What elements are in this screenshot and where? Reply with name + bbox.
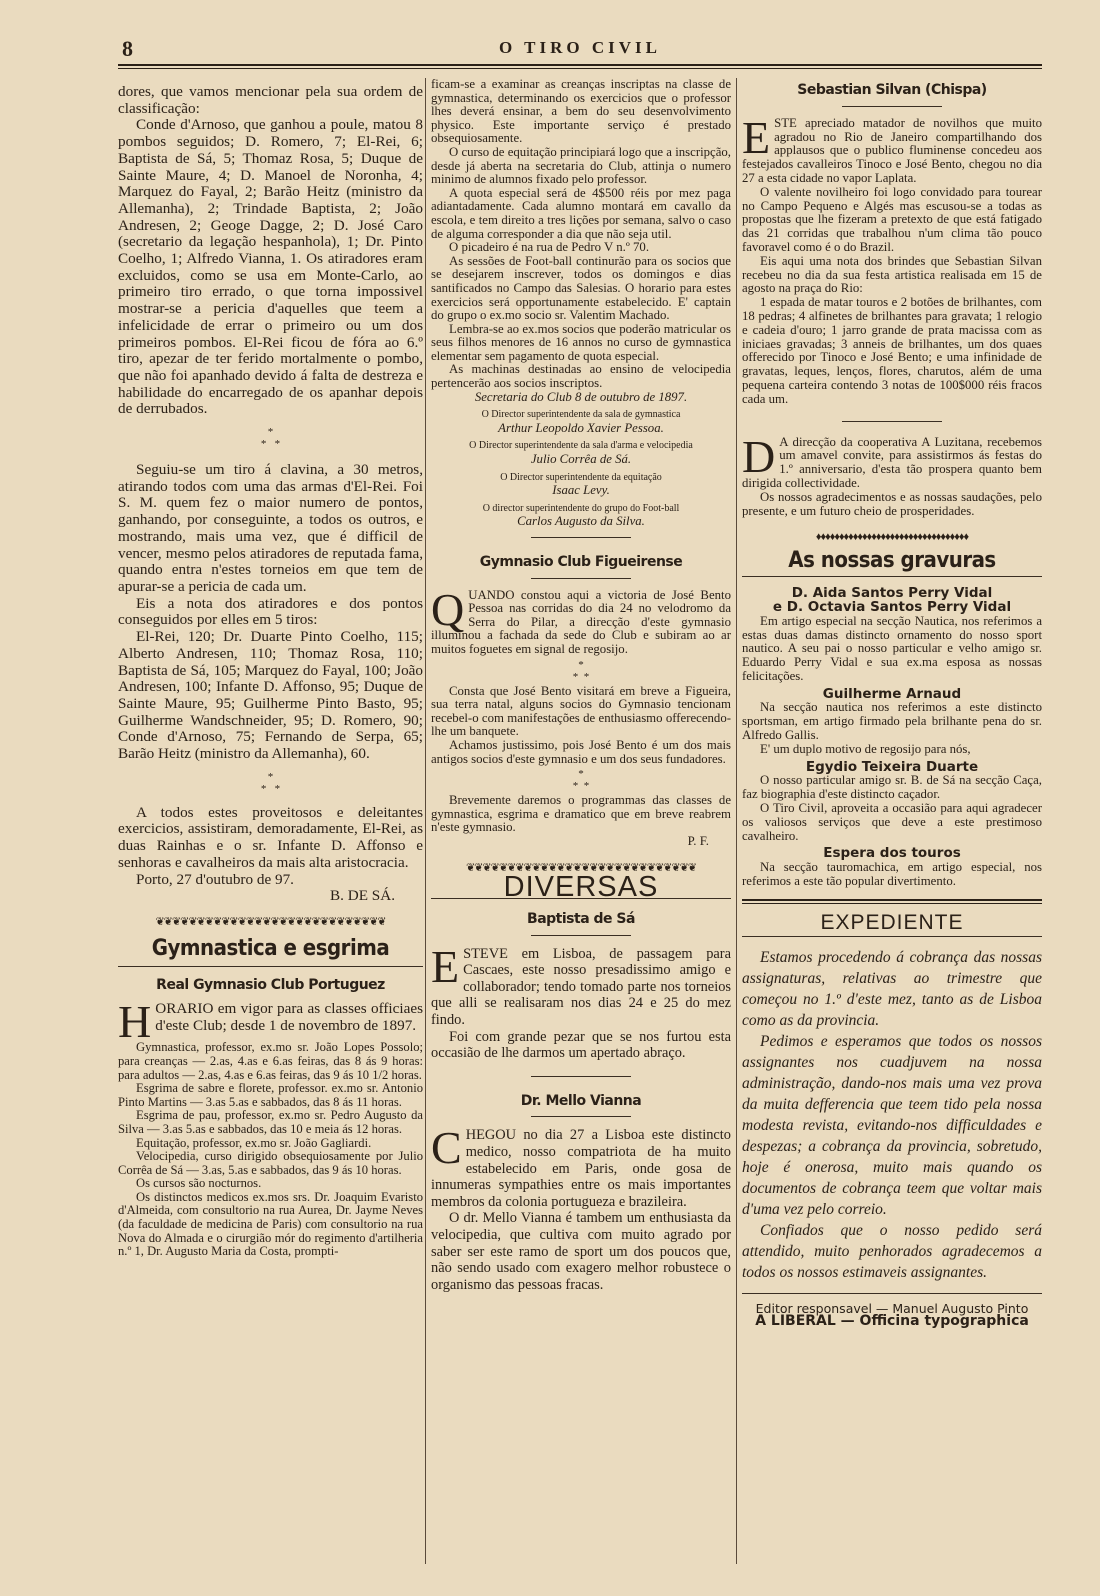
divider <box>531 537 631 538</box>
column-2 <box>431 78 731 1293</box>
divider <box>742 1293 1042 1294</box>
paragraph: Achamos justissimo, pois José Bento é um dos mais antigos socios d'este gymnasio e um dos seus fundadores. <box>431 737 731 766</box>
signature: P. F. <box>687 833 709 848</box>
paragraph: Os nossos agradecimentos e as nossas saudações, pelo presente, e um futuro cheio de prosperidades. <box>742 489 1042 518</box>
paragraph: Eis aqui uma nota dos brindes que Sebastian Silvan recebeu no dia da sua festa artistica realisada em 15 de agosto na praça do Rio: <box>742 253 1042 296</box>
paragraph: ORARIO em vigor para as classes officiaes d'este Club; desde 1 de novembro de 1897. <box>155 1000 423 1035</box>
ornament-rule: ♦♦♦♦♦♦♦♦♦♦♦♦♦♦♦♦♦♦♦♦♦♦♦♦♦♦♦♦♦♦♦♦♦ <box>815 531 969 544</box>
paragraph: Esgrima de pau, professor, ex.mo sr. Pedro Augusto da Silva — 3.as 5.as e sabbados, das 10 e meia ás 12 horas. <box>118 1108 423 1136</box>
paragraph: STEVE em Lisboa, de passagem para Cascaes, este nosso presadissimo amigo e collaborador; tendo tomado parte nos torneios que alli se realisaram nos dias 24 e 25 do mez findo. <box>431 945 731 1029</box>
paragraph: Os distinctos medicos ex.mos srs. Dr. Joaquim Evaristo d'Almeida, com consultorio na rua Aurea, Dr. Jayme Neves (da faculdade de medicina de Paris) com consultorio na rua Nova do Almada e o cirurgião mór do regimento d'artilheria n.º 1, Dr. Augusto Maria da Costa, prompti- <box>118 1189 423 1259</box>
divider <box>742 899 1042 904</box>
printer-line: A LIBERAL — Officina typographica <box>755 1313 1029 1330</box>
gravura-title: e D. Octavia Santos Perry Vidal <box>772 598 1012 615</box>
paragraph: O nosso particular amigo sr. B. de Sá na secção Caça, faz biographia d'este distincto caçador. <box>742 773 1042 802</box>
gravura-title: D. Aida Santos Perry Vidal <box>791 585 993 602</box>
paragraph: Conde d'Arnoso, que ganhou a poule, matou 8 pombos seguidos; D. Romero, 7; El-Rei, 6; Baptista de Sá, 5; Thomaz Rosa, 5; Duque de Sainte Maure, 4; D. Manoel de Noronha, 4; Marquez do Fayal, 2; Barão Heitz (ministro da Allemanha), 2; Trindade Baptista, 2; João Andresen, 2; Geoge Dagge, 2; D. José Caro (secretario da legação hespanhola), 1; Dr. Pinto Coelho, 1; Alfredo Vianna, 1. Os atiradores eram excluidos, como se usa em Monte-Carlo, ao primeiro tiro errado, o que torna impossivel mostrar-se a pericia d'aquelles que teem a infelicidade de errar o primeiro ou um dos primeiros pombos. El-Rei ficou de fóra ao 6.º tiro, apezar de ter ferido mortalmente o pombo, que não foi apanhado devido á falta de destreza e habilidade do encarregado de os apanhar depois de derrubados. <box>118 116 423 418</box>
paragraph: El-Rei, 120; Dr. Duarte Pinto Coelho, 115; Alberto Andresen, 110; Thomaz Rosa, 110; Baptista de Sá, 105; Marquez do Fayal, 100; João Andresen, 100; Infante D. Affonso, 95; Duque de Sainte Maure, 95; Guilherme Pinto Basto, 95; Guilherme Wandschneider, 95; D. Romero, 90; Conde d'Arnoso, 75; Fernando de Serpa, 65; Barão Heitz (ministro da Allemanha), 60. <box>118 628 423 763</box>
page-number: 8 <box>122 36 133 61</box>
article-title: Dr. Mello Vianna <box>520 1092 642 1109</box>
paragraph: A todos estes proveitosos e deleitantes exercicios, assistiram, demoradamente, El-Rei, as duas Rainhas e o sr. Infante D. Affonso e senhoras e cavalheiros da mais alta aristocracia. <box>118 803 423 871</box>
paragraph: E' um duplo motivo de regosijo para nós, <box>760 741 971 756</box>
paragraph: Confiados que o nosso pedido será attendido, muito penhorados agradecemos a todos os nossos estimaveis assignantes. <box>742 1221 1042 1281</box>
gravura-title: Guilherme Arnaud <box>822 685 962 702</box>
divider <box>531 1076 631 1077</box>
asterism: * * * <box>260 770 281 795</box>
paragraph: Em artigo especial na secção Nautica, nos referimos a estas duas damas distincto ornamento do nosso sport nautico. A seu pai o nosso particular e velho amigo sr. Eduardo Perry Vidal e sua ex.ma esposa as nossas felicitações. <box>742 613 1042 683</box>
paragraph: UANDO constou aqui a victoria de José Bento Pessoa nas corridas do dia 24 no velodromo da Serra do Pilar, a direcção d'este gymnasio illuminou a fachada da sede do Club e subiram ao ar muitos foguetes em signal de regosijo. <box>431 587 731 656</box>
column-1 <box>118 84 423 1259</box>
paragraph: A quota especial será de 4$500 réis por mez paga adiantadamente. Cada alumno montará em cavallo da escola, e tem direito a tres lições por semana, salvo o caso de alguma corresponder a dia que não seja util. <box>431 185 731 241</box>
article-title: Sebastian Silvan (Chispa) <box>797 82 987 98</box>
article-title: Baptista de Sá <box>527 911 635 928</box>
paragraph: Gymnastica, professor, ex.mo sr. João Lopes Possolo; para creanças — 2.as, 4.as e 6.as feiras, das 8 ás 9 horas: para adultos — 2.as, 4.as e 6.as feiras, das 9 ás 10 1/2 horas. <box>118 1040 423 1082</box>
dateline: Porto, 27 d'outubro de 97. <box>136 870 294 888</box>
divider <box>118 966 423 967</box>
divider <box>531 935 631 936</box>
divider <box>531 578 631 579</box>
paragraph: A direcção da cooperativa A Luzitana, recebemos um amavel convite, para assistirmos ás festas do 1.º anniversario, d'esta tão prospera quanto bem dirigida collectividade. <box>742 434 1042 490</box>
paragraph: dores, que vamos mencionar pela sua ordem de classificação: <box>118 83 423 117</box>
paragraph: O Tiro Civil, aproveita a occasião para aqui agradecer os valiosos serviços que deve a este prestimoso cavalheiro. <box>742 801 1042 843</box>
paragraph: O picadeiro é na rua de Pedro V n.º 70. <box>449 240 650 255</box>
paragraph: STE apreciado matador de novilhos que muito agradou no Rio de Janeiro compartilhando dos applausos que o publico fluminense concedeu aos festejados cavalleiros Tinoco e José Bento, chegou no dia 27 a esta cidade no vapor Laplata. <box>742 115 1042 185</box>
paragraph: Esgrima de sabre e florete, professor. ex.mo sr. Antonio Pinto Martins — 3.as 5.as e sabbados, das 8 ás 11 horas. <box>118 1081 423 1109</box>
gravura-title: Egydio Teixeira Duarte <box>805 758 979 775</box>
paragraph: Na secção nautica nos referimos a este distincto sportsman, em artigo firmado pela brilhante pena do sr. Alfredo Gallis. <box>742 700 1042 743</box>
signature: B. DE SÁ. <box>330 887 395 905</box>
masthead: O TIRO CIVIL <box>499 38 661 57</box>
column-3 <box>742 78 1042 1329</box>
paragraph: Seguiu-se um tiro á clavina, a 30 metros, atirando todos com uma das armas d'El-Rei. Foi S. M. quem fez o maior numero de pontos, ganhando, por conseguinte, a todos os outros, e mostrando, mais uma vez, que é difficil de vencer, mesmo pelos atiradores de reputada fama, quando entra n'estes torneios em que tem de apurar-se a pericia de cada um. <box>118 461 423 595</box>
director-name: Arthur Leopoldo Xavier Pessoa. <box>498 420 664 435</box>
section-title: As nossas gravuras <box>788 548 996 574</box>
paragraph: Na secção tauromachica, em artigo especial, nos referimos a este tão popular divertimento. <box>742 860 1042 889</box>
drop-cap: Q <box>431 583 465 635</box>
paragraph: Lembra-se ao ex.mos socios que poderão matricular os seus filhos menores de 16 annos no curso de gymnastica elementar sem pagamento de quota especial. <box>431 321 731 363</box>
gravura-title: Espera dos touros <box>823 845 961 862</box>
paragraph: Consta que José Bento visitará em breve a Figueira, sua terra natal, alguns socios do Gymnasio tencionam recebel-o com manifestações de enthusiasmo offerecendo-lhe um banquete. <box>431 683 731 739</box>
secretary-line: Secretaria do Club 8 de outubro de 1897. <box>474 389 688 404</box>
drop-cap: E <box>431 940 460 992</box>
header-rule <box>118 64 1042 69</box>
paragraph: HEGOU no dia 27 a Lisboa este distincto medico, nosso compatriota de ha muito estabelecido em Paris, onde gosa de innumeras sympathies entre os mais importantes membros da colonia portugueza e brazileira. <box>431 1127 731 1210</box>
director-name: Carlos Augusto da Silva. <box>517 514 645 529</box>
paragraph: Eis a nota dos atiradores e dos pontos conseguidos por elles em 5 tiros: <box>118 594 423 629</box>
divider <box>742 576 1042 577</box>
paragraph: O dr. Mello Vianna é tambem um enthusiasta da velocipedia, que cultiva com muito agrado por saber ser este ramo de sport um dos poucos que, não sendo usado com exagero melhor robustece o organismo das pessoas fracas. <box>431 1210 731 1293</box>
paragraph: Brevemente daremos o programmas das classes de gymnastica, esgrima e dramatico que em breve reabrem n'este gymnasio. <box>431 793 731 835</box>
paragraph: 1 espada de matar touros e 2 botões de brilhantes, com 18 pedras; 4 alfinetes de brilhantes para gravata; 1 relogio e cadeia d'ouro; 1 jarro grande de prata macissa com as iniciaes gravadas; 3 anneis de brilhantes, um dos quaes offerecido por Tinoco e José Bento; e uma infinidade de gravatas, leques, lenços, flores, charutos, além de uma pequena carteira contendo 3 notas de 100$000 réis fracos cada um. <box>742 295 1042 406</box>
drop-cap: H <box>118 996 152 1048</box>
paragraph: O curso de equitação principiará logo que a inscripção, desde já aberta na secretaria do Club, attinja o numero minimo de alumnos fixado pelo professor. <box>431 144 731 187</box>
director-name: Isaac Levy. <box>552 483 610 498</box>
paragraph: Os cursos são nocturnos. <box>136 1176 262 1191</box>
paragraph: Equitação, professor, ex.mo sr. João Gagliardi. <box>136 1135 372 1150</box>
paragraph: Pedimos e esperamos que todos os nossos assignantes nos cuadjuvem na nossa administração, dando-nos mais uma vez prova da muita defferencia que teem tido pela nossa modesta revista, evitando-nos difficuldades e despezas; a cobrança da provincia, sobretudo, hoje é onerosa, muito mais quando os documentos de cobrança teem que voltar mais d'uma vez pelo correio. <box>742 1032 1042 1218</box>
page-header <box>118 30 1042 64</box>
column-divider <box>425 78 426 1564</box>
divider <box>842 106 942 107</box>
director-label: O Director superintendente da sala d'arma e velocipedia <box>469 440 693 452</box>
paragraph: Estamos procedendo á cobrança das nossas assignaturas, relativas ao trimestre que começou no 1.º d'este mez, tanto as de Lisboa como as da provincia. <box>742 948 1042 1029</box>
paragraph: Velocipedia, curso dirigido obsequiosamente por Julio Corrêa de Sá — 3.as, 5.as e sabbados, das 9 ás 10 horas. <box>118 1149 423 1177</box>
asterism: * * * <box>572 658 590 683</box>
drop-cap: C <box>431 1122 462 1174</box>
director-label: O Director superintendente da equitação <box>500 471 662 483</box>
column-divider <box>736 78 737 1564</box>
paragraph: Foi com grande pezar que se nos furtou esta occasião de lhe darmos um apertado abraço. <box>431 1028 731 1062</box>
editor-line: Editor responsavel — Manuel Augusto Pinto <box>755 1300 1029 1316</box>
asterism: * * * <box>572 768 590 793</box>
paragraph: ficam-se a examinar as creanças inscriptas na classe de gymnastica, determinando os exercicios que o professor lhes deverá ensinar, a bem do seu desenvolvimento physico. Este importante serviço é prestado obsequiosamente. <box>431 77 731 146</box>
paragraph: As machinas destinadas ao ensino de velocipedia pertencerão aos socios inscriptos. <box>431 362 731 391</box>
divider <box>742 936 1042 937</box>
section-title-diversas: DIVERSAS <box>503 870 659 903</box>
director-name: Julio Corrêa de Sá. <box>530 452 632 467</box>
director-label: O Director superintendente da sala de gymnastica <box>481 409 681 421</box>
drop-cap: E <box>742 111 771 163</box>
paragraph: As sessões de Foot-ball continurão para os socios que se desejarem inscrever, todos os domingos e dias santificados no Campo das Salesias. O horario para estes exercicios será opportunamente estabelecido. E' captain do grupo o ex.mo socio sr. Valentim Machado. <box>431 253 731 323</box>
article-title: Real Gymnasio Club Portuguez <box>156 976 385 993</box>
paragraph: O valente novilheiro foi logo convidado para tourear no Campo Pequeno e Algés mas escusou-se a todas as propostas que lhe fizeram a pretexto de que está fatigado das 21 corridas que trabalhou n'um clima tão pouco favoravel como é o do Brazil. <box>742 184 1042 254</box>
article-title: Gymnasio Club Figueirense <box>479 554 683 570</box>
director-label: O director superintendente do grupo do Foot-ball <box>482 502 680 514</box>
ornament-rule: ❦❦❦❦❦❦❦❦❦❦❦❦❦❦❦❦❦❦❦❦❦❦❦❦❦❦❦❦ <box>155 915 386 928</box>
section-title: Gymnastica e esgrima <box>151 935 390 961</box>
divider <box>842 421 942 422</box>
divider <box>531 1116 631 1117</box>
section-title-expediente: EXPEDIENTE <box>820 910 964 934</box>
drop-cap: D <box>742 430 776 482</box>
asterism: * * * <box>260 426 281 451</box>
ornament-rule: ❦❦❦❦❦❦❦❦❦❦❦❦❦❦❦❦❦❦❦❦❦❦❦❦❦❦❦❦ <box>465 861 697 874</box>
